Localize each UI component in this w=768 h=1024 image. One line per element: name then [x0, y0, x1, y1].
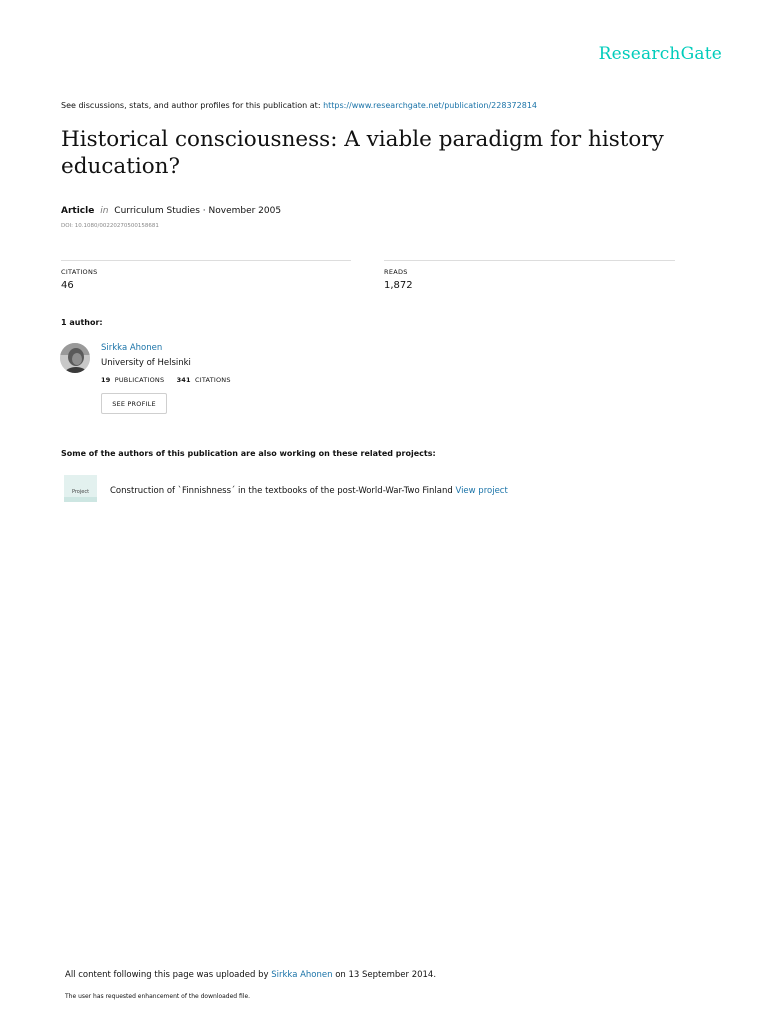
author-publications-label: PUBLICATIONS	[114, 376, 165, 384]
publication-date: · November 2005	[202, 206, 282, 216]
author-avatar[interactable]	[60, 343, 90, 373]
project-icon	[64, 475, 97, 502]
publication-meta	[61, 206, 281, 216]
journal-name: Curriculum Studies	[114, 206, 200, 216]
discussion-link-line	[61, 101, 537, 110]
publication-type: Article	[61, 206, 95, 216]
see-profile-button[interactable]: SEE PROFILE	[101, 393, 167, 414]
upload-prefix: All content following this page was uploaded by	[65, 970, 269, 980]
upload-date: on 13 September 2014.	[335, 970, 437, 980]
publication-title: Historical consciousness: A viable paradigm for history education?	[61, 127, 664, 179]
author-name-link[interactable]: Sirkka Ahonen	[101, 343, 163, 353]
uploader-link[interactable]: Sirkka Ahonen	[271, 970, 333, 980]
avatar-photo	[60, 343, 90, 373]
enhancement-note: The user has requested enhancement of the downloaded file.	[65, 993, 251, 1000]
author-institution: University of Helsinki	[101, 358, 191, 368]
related-project-item	[110, 486, 508, 496]
author-citations-count: 341	[176, 376, 191, 384]
related-projects-heading: Some of the authors of this publication are also working on these related projects:	[61, 449, 436, 458]
citations-label: CITATIONS	[61, 268, 98, 276]
view-project-link[interactable]: View project	[455, 486, 508, 496]
researchgate-logo[interactable]: ResearchGate	[598, 44, 722, 64]
citations-divider	[61, 260, 351, 261]
publication-url-link[interactable]: https://www.researchgate.net/publication/228372814	[323, 101, 537, 110]
author-stats	[101, 376, 231, 384]
discussion-prefix: See discussions, stats, and author profiles for this publication at:	[61, 101, 321, 110]
citations-count: 46	[61, 280, 74, 291]
project-thumb-label: Project	[71, 489, 90, 495]
author-publications-count: 19	[101, 376, 111, 384]
upload-notice	[65, 970, 436, 980]
project-title: Construction of `Finnishness´ in the textbooks of the post-World-War-Two Finland	[110, 486, 453, 496]
authors-heading: 1 author:	[61, 318, 103, 327]
author-citations-label: CITATIONS	[195, 376, 231, 384]
doi: DOI: 10.1080/00220270500158681	[61, 223, 159, 229]
reads-label: READS	[384, 268, 408, 276]
reads-divider	[384, 260, 675, 261]
project-thumbnail[interactable]	[64, 475, 97, 502]
in-word: in	[100, 206, 109, 216]
reads-count: 1,872	[384, 280, 413, 291]
